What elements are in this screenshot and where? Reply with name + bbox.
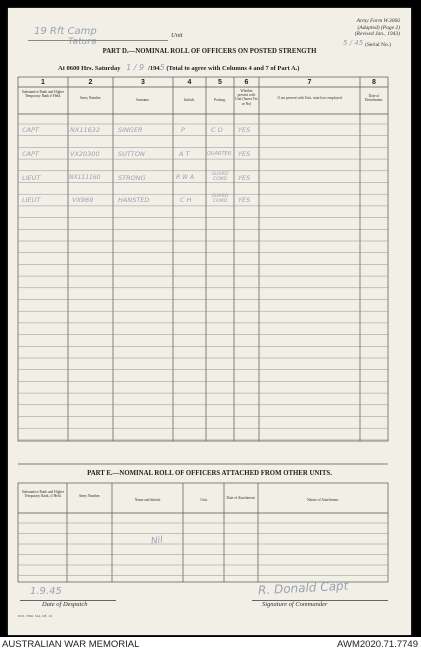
header-rank: Substantive Rank and Higher Temporary Rank if Held.: [21, 90, 65, 99]
part-d-rows: [8, 8, 411, 208]
form-ref-line-1: Army Form W.3066: [356, 18, 400, 24]
row-1-posting: C O: [211, 126, 223, 134]
row-4-initials: C H: [180, 196, 192, 204]
header-detachment: Date of Detachment.: [364, 94, 384, 103]
row-1-surname: SINGER: [118, 126, 143, 134]
subtitle-year-handwritten: 5: [159, 63, 165, 72]
row-2-initials: A T: [179, 150, 190, 158]
e-header-rank: Substantive Rank and Higher Temporary Rank, if Held.: [21, 490, 65, 499]
subtitle-date-handwritten: 1 / 9: [126, 63, 145, 72]
subtitle-year-prefix: /194: [148, 65, 160, 72]
caption-right: AWM2020.71.7749: [337, 639, 418, 650]
row-4-rank: LIEUT: [22, 196, 41, 204]
despatch-date-handwritten: 1.9.45: [30, 586, 62, 597]
e-header-name: Name and Initials.: [134, 498, 162, 502]
row-3-posting: GUARD COMD: [211, 172, 229, 182]
col-number-5: 5: [218, 79, 222, 86]
row-2-surname: SUTTON: [118, 150, 145, 158]
caption-left: AUSTRALIAN WAR MEMORIAL: [2, 639, 140, 650]
row-3-number: NX111160: [69, 174, 101, 181]
row-2-rank: CAPT: [22, 150, 39, 158]
col-number-6: 6: [244, 79, 249, 86]
part-e-title: PART E.—NOMINAL ROLL OF OFFICERS ATTACHED FROM OTHER UNITS.: [87, 470, 332, 477]
row-4-surname: HANSTED: [118, 196, 150, 204]
row-3-surname: STRONG: [118, 174, 146, 182]
form-page: [8, 8, 411, 635]
form-ref-line-3: (Revised Jan., 1943): [354, 31, 400, 37]
caption-bar: [0, 637, 421, 653]
col-number-2: 2: [88, 79, 93, 86]
row-2-posting: QUARTER: [207, 151, 232, 157]
header-initials: Initials.: [184, 98, 195, 102]
col-number-3: 3: [141, 79, 145, 86]
subtitle-prefix: At 0600 Hrs. Saturday: [58, 65, 121, 72]
col-number-7: 7: [307, 79, 312, 86]
row-1-number: NX11632: [70, 126, 100, 134]
unit-handwritten: 19 Rft Camp: [34, 26, 97, 37]
col-number-1: 1: [41, 79, 45, 86]
row-4-number: VX969: [72, 196, 94, 204]
serial-label: (Serial No.): [365, 42, 391, 48]
row-2-number: VX20300: [70, 150, 100, 158]
header-present: Whether present with Unit (Insert Yes or No): [235, 89, 258, 106]
unit-handwritten-2: Tatura: [68, 37, 97, 47]
header-surname: Surname.: [136, 98, 150, 102]
row-3-present: YES: [238, 174, 251, 182]
part-e-nil: Nil: [150, 535, 164, 547]
header-employed: If not present with Unit, state how employed.: [277, 96, 343, 100]
form-ref-line-2: (Adapted) (Page 2): [357, 24, 400, 31]
signature-handwritten: R. Donald Capt: [257, 578, 349, 598]
header-posting: Posting.: [214, 98, 226, 102]
e-header-army-number: Army Number.: [78, 494, 101, 498]
row-1-initials: P: [181, 126, 185, 134]
row-3-initials: R W A: [176, 174, 195, 181]
part-d-title: PART D.—NOMINAL ROLL OF OFFICERS ON POSTED STRENGTH: [102, 48, 317, 55]
serial-handwritten: 5 / 45: [343, 39, 364, 47]
e-header-nature: Nature of Attachment.: [306, 498, 340, 502]
e-header-unit: Unit.: [200, 498, 208, 502]
col-number-4: 4: [187, 79, 192, 86]
header-army-number: Army Number.: [79, 96, 102, 100]
row-1-present: YES: [238, 126, 251, 134]
unit-label: Unit: [171, 32, 183, 39]
col-number-8: 8: [372, 79, 376, 86]
row-1-rank: CAPT: [22, 126, 39, 134]
subtitle-suffix: (Total to agree with Columns 4 and 7 of Part A.): [166, 65, 300, 72]
signature-label: Signature of Commander: [262, 601, 328, 608]
row-2-present: YES: [238, 150, 251, 158]
row-4-posting: GUARD COMD: [211, 194, 229, 204]
row-3-rank: LIEUT: [22, 174, 41, 182]
row-4-present: YES: [238, 196, 251, 204]
printer-note: 8/45. 3566. 544. LH. 10.: [18, 614, 53, 618]
despatch-label: Date of Despatch: [42, 601, 88, 608]
e-header-date: Date of Attachment.: [226, 496, 256, 500]
